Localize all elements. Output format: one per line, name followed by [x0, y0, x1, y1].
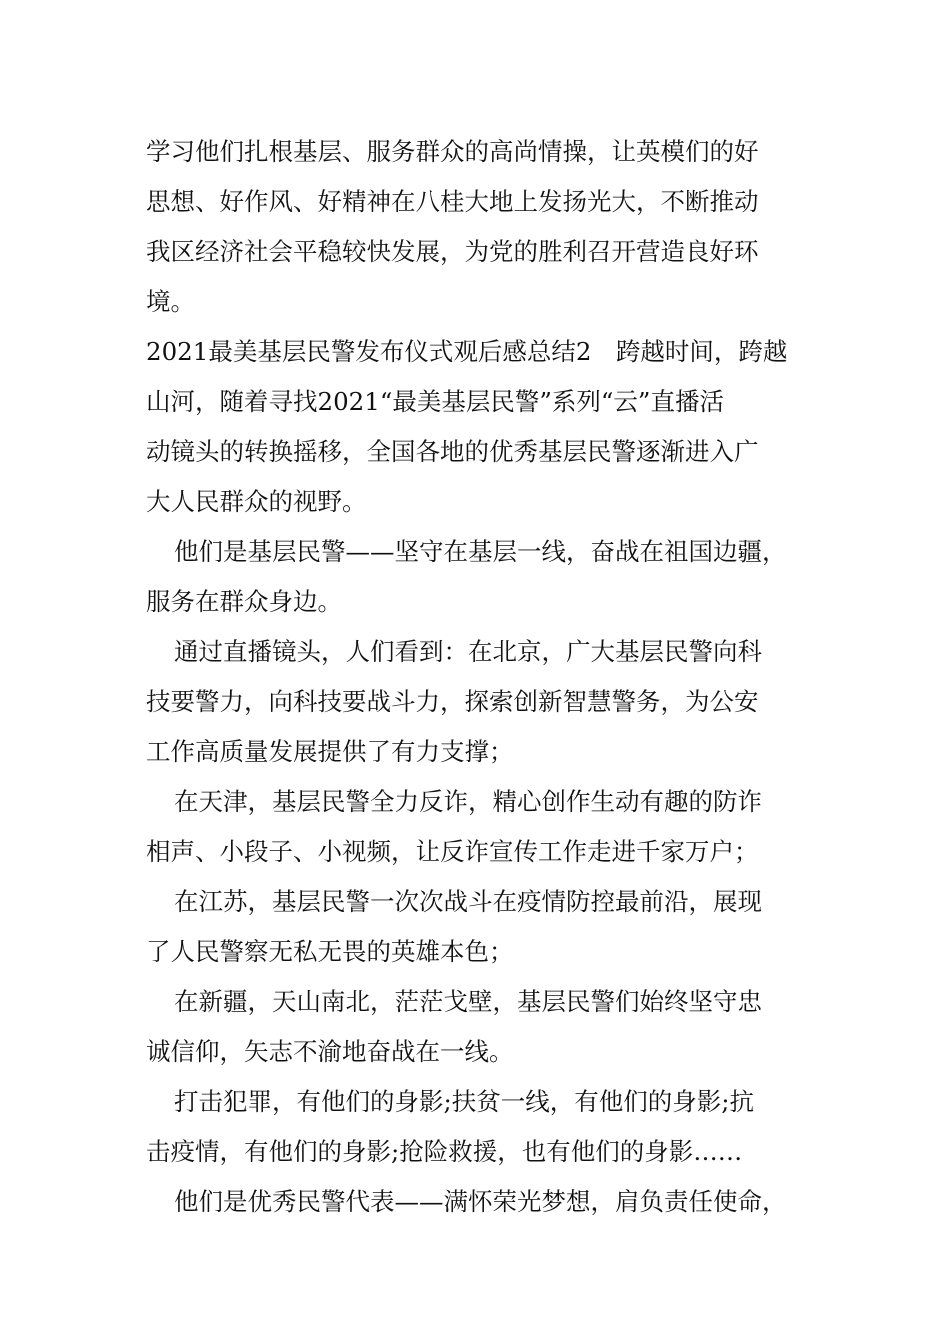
- text-line: 工作高质量发展提供了有力支撑；: [146, 737, 514, 766]
- text-line: 他们是基层民警——坚守在基层一线，奋战在祖国边疆，: [174, 537, 787, 566]
- text-line: 通过直播镜头，人们看到：在北京，广大基层民警向科: [174, 637, 762, 666]
- text-line: 在新疆，天山南北，茫茫戈壁，基层民警们始终坚守忠: [174, 987, 762, 1016]
- text-line: 击疫情，有他们的身影;抢险救援，也有他们的身影……: [146, 1137, 743, 1166]
- text-line: 相声、小段子、小视频，让反诈宣传工作走进千家万户；: [146, 837, 759, 866]
- text-line: 了人民警察无私无畏的英雄本色；: [146, 937, 514, 966]
- text-line: 我区经济社会平稳较快发展，为党的胜利召开营造良好环: [146, 237, 759, 266]
- text-line: 诚信仰，矢志不渝地奋战在一线。: [146, 1037, 514, 1066]
- text-line: 他们是优秀民警代表——满怀荣光梦想，肩负责任使命，: [174, 1187, 787, 1216]
- text-line: 大人民群众的视野。: [146, 487, 367, 516]
- text-line: 学习他们扎根基层、服务群众的高尚情操，让英模们的好: [146, 137, 759, 166]
- text-line: 在江苏，基层民警一次次战斗在疫情防控最前沿，展现: [174, 887, 762, 916]
- text-line: 服务在群众身边。: [146, 587, 342, 616]
- text-line: 思想、好作风、好精神在八桂大地上发扬光大，不断推动: [146, 187, 759, 216]
- text-line: 技要警力，向科技要战斗力，探索创新智慧警务，为公安: [146, 687, 759, 716]
- text-line: 打击犯罪，有他们的身影;扶贫一线，有他们的身影;抗: [174, 1087, 755, 1116]
- text-line: 山河，随着寻找2021“最美基层民警”系列“云”直播活: [146, 387, 724, 416]
- text-line: 动镜头的转换摇移，全国各地的优秀基层民警逐渐进入广: [146, 437, 759, 466]
- text-line: 境。: [146, 287, 195, 316]
- text-line: 2021最美基层民警发布仪式观后感总结2 跨越时间，跨越: [146, 337, 788, 366]
- text-line: 在天津，基层民警全力反诈，精心创作生动有趣的防诈: [174, 787, 762, 816]
